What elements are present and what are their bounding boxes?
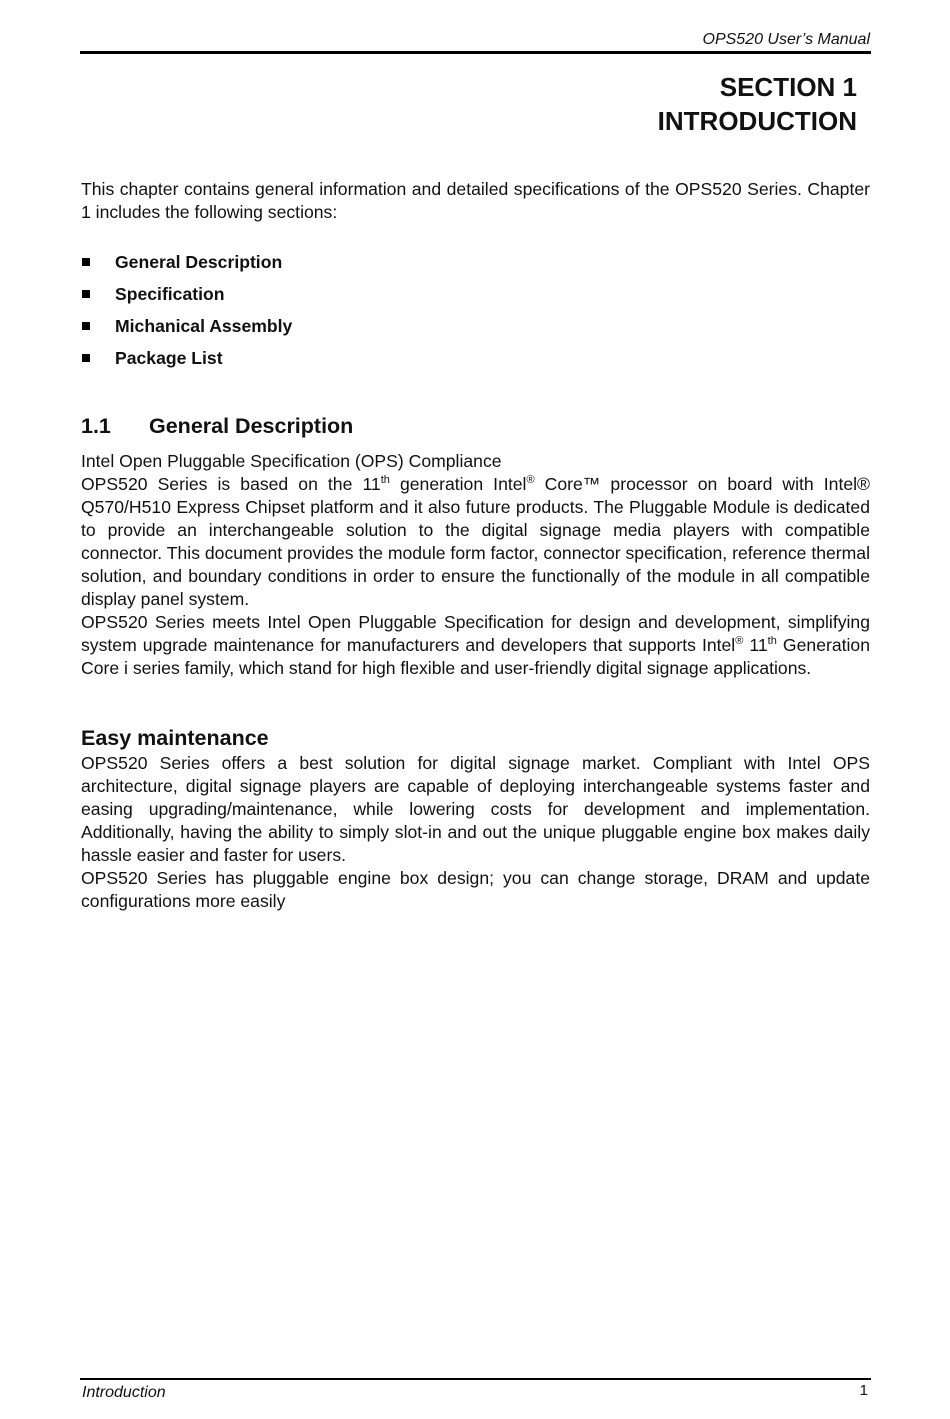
list-item-label: Specification [115, 284, 225, 304]
list-item [81, 246, 870, 278]
list-item-label: Package List [115, 348, 223, 368]
bullet-square-icon [82, 258, 90, 266]
bullet-square-icon [82, 354, 90, 362]
bullet-square-icon [82, 322, 90, 330]
main-content [81, 178, 870, 913]
text-run: 11 [743, 635, 768, 655]
list-item [81, 310, 870, 342]
section-title [658, 70, 857, 138]
list-item-label: General Description [115, 252, 283, 272]
header-rule [80, 51, 871, 54]
text-run: OPS520 Series is based on the 11 [81, 474, 381, 494]
section-number: SECTION 1 [719, 72, 857, 102]
section-list [81, 246, 870, 374]
text-run: generation Intel [389, 474, 527, 494]
easy-maintenance-heading: Easy maintenance [81, 726, 269, 750]
section-name: INTRODUCTION [657, 106, 857, 136]
general-paragraph-2 [81, 611, 870, 680]
footer-rule [80, 1378, 871, 1380]
running-header: OPS520 User’s Manual [702, 31, 870, 48]
superscript: ® [526, 474, 535, 486]
easy-paragraph-2: OPS520 Series has pluggable engine box design; you can change storage, DRAM and update configurations more easily [81, 868, 870, 911]
intro-paragraph: This chapter contains general information and detailed specifications of the OPS520 Series. Chapter 1 includes the following sections: [81, 179, 870, 222]
subheading: Intel Open Pluggable Specification (OPS) Compliance [81, 451, 502, 471]
bullet-square-icon [82, 290, 90, 298]
list-item [81, 278, 870, 310]
superscript: ® [735, 635, 744, 647]
list-item [81, 342, 870, 374]
text-run: Generation Core i series family, which stand for high flexible and user-friendly digital signage applications. [81, 635, 870, 678]
page-number: 1 [859, 1382, 868, 1399]
easy-paragraph-1: OPS520 Series offers a best solution for digital signage market. Compliant with Intel OPS architecture, digital signage players are capable of deploying interchangeable systems faster and easing upgrading/maintenance, while lowering costs for development and implementation. Additionally, having the ability to simply slot-in and out the unique pluggable engine box makes daily hassle easier and faster for users. [81, 753, 870, 865]
text-run: Core™ processor on board with Intel® Q570/H510 Express Chipset platform and it also future products. The Pluggable Module is dedicated to provide an interchangeable solution to the digital signage media players with compatible connector. This document provides the module form factor, connector specification, reference thermal solution, and boundary conditions in order to ensure the functionally of the module in all compatible display panel system. [81, 474, 871, 609]
heading-number: 1.1 [81, 414, 111, 438]
list-item-label: Michanical Assembly [115, 316, 293, 336]
superscript: th [767, 635, 777, 647]
superscript: th [380, 474, 390, 486]
text-run: OPS520 Series meets Intel Open Pluggable Specification for design and development, simplifying system upgrade maintenance for manufacturers and developers that supports Intel [81, 612, 870, 655]
footer-chapter: Introduction [82, 1384, 166, 1401]
heading-text: General Description [149, 414, 354, 438]
general-paragraph-1 [81, 473, 870, 611]
section-heading [81, 412, 870, 440]
